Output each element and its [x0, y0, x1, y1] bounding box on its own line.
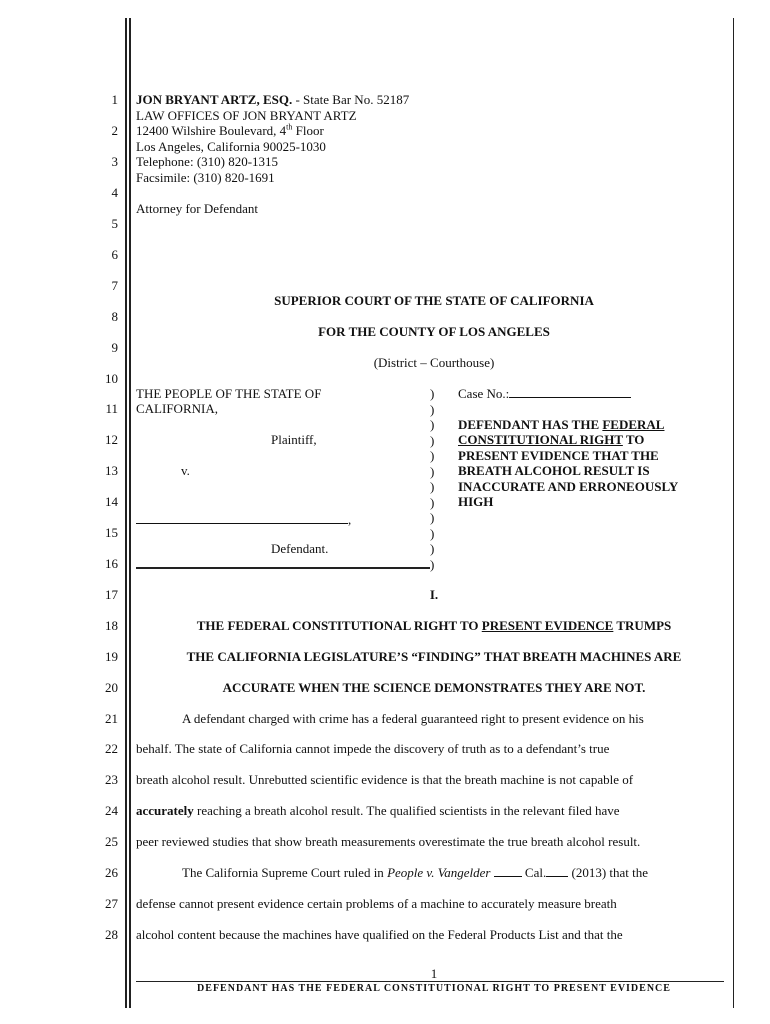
caption-bottom-rule [136, 567, 430, 569]
line-number: 24 [105, 803, 118, 818]
line-number: 8 [111, 309, 118, 324]
caption-paren: ) [430, 463, 435, 479]
telephone: Telephone: (310) 820-1315 [136, 154, 279, 169]
line-number: 28 [105, 927, 118, 942]
caption-paren: ) [430, 386, 435, 401]
line-number: 12 [105, 432, 118, 447]
line-number: 18 [105, 618, 118, 633]
body-line-22: behalf. The state of California cannot impede the discovery of truth as to a defendant’s true [136, 741, 610, 756]
defendant-name-blank [136, 512, 351, 528]
defendant-comma: , [348, 512, 352, 527]
body-line-21: A defendant charged with crime has a federal guaranteed right to present evidence on his [182, 711, 644, 726]
court-name: SUPERIOR COURT OF THE STATE OF CALIFORNIA [274, 293, 594, 308]
line-number: 5 [111, 216, 118, 231]
party-plaintiff-line-1: THE PEOPLE OF THE STATE OF [136, 386, 322, 401]
line-number: 27 [105, 896, 118, 911]
caption-paren: ) [430, 448, 435, 463]
document-title-line-1: DEFENDANT HAS THE FEDERAL [458, 417, 665, 432]
court-district: (District – Courthouse) [373, 355, 495, 370]
line-number: 2 [111, 123, 118, 138]
line-number: 7 [111, 278, 118, 293]
street-address [136, 123, 324, 139]
street-address-floor: Floor [292, 123, 324, 138]
law-office: LAW OFFICES OF JON BRYANT ARTZ [136, 108, 357, 123]
plaintiff-label: Plaintiff, [271, 432, 317, 447]
line-number: 22 [105, 741, 118, 756]
line-number: 6 [111, 247, 118, 262]
caption-paren: ) [430, 417, 435, 432]
body-line-26: The California Supreme Court ruled in People v. Vangelder Cal. (2013) that the [182, 865, 649, 880]
section-heading-line-2: THE CALIFORNIA LEGISLATURE’S “FINDING” THAT BREATH MACHINES ARE [186, 649, 682, 664]
city-address: Los Angeles, California 90025-1030 [136, 139, 326, 154]
caption-paren: ) [430, 432, 435, 448]
body-line-25: peer reviewed studies that show breath measurements overestimate the true breath alcohol result. [136, 834, 641, 849]
line-number: 13 [105, 463, 118, 478]
line-number: 23 [105, 772, 118, 787]
line-number: 26 [105, 865, 118, 880]
document-title-line-6: HIGH [458, 494, 494, 509]
court-county: FOR THE COUNTY OF LOS ANGELES [318, 324, 550, 339]
line-number: 17 [105, 587, 118, 602]
page-number: 1 [430, 966, 438, 981]
line-number: 11 [105, 401, 118, 416]
street-address-main: 12400 Wilshire Boulevard, 4 [136, 123, 287, 138]
versus-label: v. [181, 463, 190, 478]
caption-paren: ) [430, 525, 435, 541]
document-title-line-4: BREATH ALCOHOL RESULT IS [458, 463, 650, 478]
line-number: 15 [105, 525, 118, 540]
caption-paren: ) [430, 541, 435, 556]
line-number: 9 [111, 340, 118, 355]
footer-rule [136, 981, 724, 982]
left-margin-rule-outer [125, 18, 127, 1008]
footer-title: DEFENDANT HAS THE FEDERAL CONSTITUTIONAL RIGHT TO PRESENT EVIDENCE [197, 983, 671, 994]
attorney-role: Attorney for Defendant [136, 201, 259, 216]
facsimile: Facsimile: (310) 820-1691 [136, 170, 275, 185]
case-citation: People v. Vangelder [387, 865, 491, 880]
line-number: 21 [105, 711, 118, 726]
body-line-24: accurately reaching a breath alcohol result. The qualified scientists in the relevant filed have [136, 803, 620, 818]
document-title-line-5: INACCURATE AND ERRONEOUSLY [458, 479, 679, 494]
attorney-name: JON BRYANT ARTZ, ESQ. [136, 92, 293, 107]
section-heading-line-1: THE FEDERAL CONSTITUTIONAL RIGHT TO PRESENT EVIDENCE TRUMPS [196, 618, 672, 633]
document-title-line-2: CONSTITUTIONAL RIGHT TO [458, 432, 645, 447]
floor-ordinal: th [286, 122, 293, 132]
body-line-23: breath alcohol result. Unrebutted scientific evidence is that the breath machine is not capable of [136, 772, 634, 787]
caption-paren: ) [430, 479, 435, 494]
body-line-27: defense cannot present evidence certain problems of a machine to accurately measure breath [136, 896, 617, 911]
section-number: I. [429, 587, 439, 602]
line-number: 14 [105, 494, 118, 509]
body-line-28: alcohol content because the machines have qualified on the Federal Products List and that the [136, 927, 623, 942]
caption-paren: ) [430, 510, 435, 525]
line-number: 16 [105, 556, 118, 571]
line-number: 19 [105, 649, 118, 664]
line-number: 25 [105, 834, 118, 849]
caption-paren: ) [430, 494, 435, 510]
line-number: 1 [111, 92, 118, 107]
document-title-line-3: PRESENT EVIDENCE THAT THE [458, 448, 659, 463]
state-bar-number: - State Bar No. 52187 [292, 92, 410, 107]
case-number [458, 386, 631, 402]
caption-paren: ) [430, 401, 435, 417]
party-plaintiff-line-2: CALIFORNIA, [136, 401, 218, 416]
line-number: 20 [105, 680, 118, 695]
line-number: 10 [105, 371, 118, 386]
line-number: 4 [111, 185, 118, 200]
defendant-label: Defendant. [271, 541, 329, 556]
right-margin-rule [733, 18, 734, 1008]
case-number-label: Case No.: [458, 386, 510, 401]
caption-paren: ) [430, 556, 435, 572]
left-margin-rule-inner [129, 18, 131, 1008]
attorney-name-line [136, 92, 409, 108]
section-heading-line-3: ACCURATE WHEN THE SCIENCE DEMONSTRATES THEY ARE NOT. [222, 680, 646, 695]
line-number: 3 [111, 154, 118, 169]
